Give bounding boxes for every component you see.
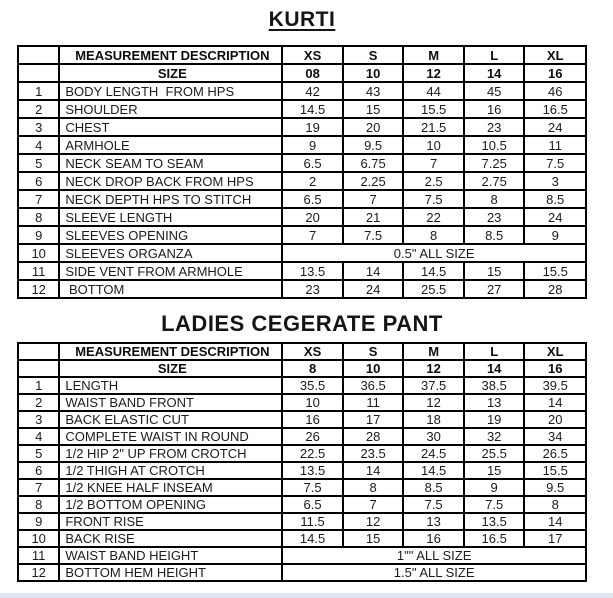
value-cell: 6.5	[282, 154, 343, 172]
size-header-l: L	[464, 343, 525, 360]
value-cell: 13.5	[282, 462, 343, 479]
value-cell: 7	[282, 226, 343, 244]
measurement-label: WAIST BAND HEIGHT	[59, 547, 282, 564]
row-number: 7	[18, 479, 59, 496]
value-cell: 9.5	[343, 136, 404, 154]
value-cell: 23	[464, 208, 525, 226]
row-number: 7	[18, 190, 59, 208]
value-cell: 23.5	[343, 445, 404, 462]
value-cell: 2	[282, 172, 343, 190]
measurement-label: 1/2 BOTTOM OPENING	[59, 496, 282, 513]
value-cell: 16.5	[524, 100, 586, 118]
table-row	[18, 172, 586, 190]
table-row	[18, 530, 586, 547]
size-header-xl: XL	[524, 343, 586, 360]
row-number: 6	[18, 172, 59, 190]
value-cell: 43	[343, 82, 404, 100]
value-cell: 32	[464, 428, 525, 445]
size-number: 16	[524, 64, 586, 82]
row-number: 9	[18, 513, 59, 530]
kurti-table	[17, 45, 587, 299]
table-row	[18, 118, 586, 136]
row-number: 5	[18, 154, 59, 172]
value-cell: 11	[524, 136, 586, 154]
value-cell: 2.5	[403, 172, 464, 190]
row-number: 8	[18, 496, 59, 513]
measurement-label: SLEEVE LENGTH	[59, 208, 282, 226]
value-cell: 6.75	[343, 154, 404, 172]
table-row	[18, 244, 586, 262]
value-cell: 37.5	[403, 377, 464, 394]
measurement-label: NECK DROP BACK FROM HPS	[59, 172, 282, 190]
value-cell: 46	[524, 82, 586, 100]
table-row	[18, 513, 586, 530]
value-cell: 7	[343, 190, 404, 208]
size-row	[18, 360, 586, 377]
value-cell: 25.5	[464, 445, 525, 462]
value-cell: 14.5	[403, 262, 464, 280]
table-row	[18, 445, 586, 462]
measurement-label: SIDE VENT FROM ARMHOLE	[59, 262, 282, 280]
value-cell: 36.5	[343, 377, 404, 394]
measurement-label: 1/2 THIGH AT CROTCH	[59, 462, 282, 479]
table-row	[18, 100, 586, 118]
value-cell: 14.5	[282, 100, 343, 118]
size-label: SIZE	[59, 360, 282, 377]
value-cell: 24	[524, 208, 586, 226]
row-number: 10	[18, 530, 59, 547]
value-cell: 16	[282, 411, 343, 428]
row-number: 2	[18, 394, 59, 411]
value-cell: 45	[464, 82, 525, 100]
value-cell: 2.75	[464, 172, 525, 190]
value-cell: 14	[524, 394, 586, 411]
value-cell: 15.5	[403, 100, 464, 118]
value-cell: 18	[403, 411, 464, 428]
table-row	[18, 564, 586, 581]
measurement-label: BOTTOM HEM HEIGHT	[59, 564, 282, 581]
value-cell: 8	[464, 190, 525, 208]
value-cell: 10	[403, 136, 464, 154]
all-size-merged-cell: 1.5" ALL SIZE	[282, 564, 586, 581]
measurement-description-header: MEASUREMENT DESCRIPTION	[59, 46, 282, 64]
value-cell: 7.5	[524, 154, 586, 172]
table-row	[18, 462, 586, 479]
value-cell: 9	[282, 136, 343, 154]
measurement-label: BOTTOM	[59, 280, 282, 298]
row-number: 1	[18, 377, 59, 394]
all-size-merged-cell: 0.5" ALL SIZE	[282, 244, 586, 262]
value-cell: 16.5	[464, 530, 525, 547]
value-cell: 3	[524, 172, 586, 190]
value-cell: 9.5	[524, 479, 586, 496]
table-row	[18, 82, 586, 100]
table-row	[18, 154, 586, 172]
measurement-label: NECK DEPTH HPS TO STITCH	[59, 190, 282, 208]
size-header-xl: XL	[524, 46, 586, 64]
value-cell: 19	[464, 411, 525, 428]
row-number: 1	[18, 82, 59, 100]
value-cell: 7.5	[403, 496, 464, 513]
measurement-description-header: MEASUREMENT DESCRIPTION	[59, 343, 282, 360]
value-cell: 8.5	[464, 226, 525, 244]
value-cell: 7	[343, 496, 404, 513]
row-number: 9	[18, 226, 59, 244]
table-row	[18, 428, 586, 445]
value-cell: 15.5	[524, 462, 586, 479]
size-header-xs: XS	[282, 343, 343, 360]
measurement-label: BACK RISE	[59, 530, 282, 547]
row-number: 11	[18, 547, 59, 564]
value-cell: 9	[464, 479, 525, 496]
value-cell: 30	[403, 428, 464, 445]
measurement-label: LENGTH	[59, 377, 282, 394]
row-number: 3	[18, 118, 59, 136]
measurement-label: SLEEVES ORGANZA	[59, 244, 282, 262]
value-cell: 39.5	[524, 377, 586, 394]
size-header-l: L	[464, 46, 525, 64]
value-cell: 14	[343, 262, 404, 280]
size-number: 10	[343, 360, 404, 377]
value-cell: 15.5	[524, 262, 586, 280]
all-size-merged-cell: 1"" ALL SIZE	[282, 547, 586, 564]
value-cell: 12	[403, 394, 464, 411]
row-number: 8	[18, 208, 59, 226]
measurement-label: 1/2 HIP 2" UP FROM CROTCH	[59, 445, 282, 462]
measurement-label: COMPLETE WAIST IN ROUND	[59, 428, 282, 445]
value-cell: 27	[464, 280, 525, 298]
value-cell: 7.5	[403, 190, 464, 208]
value-cell: 15	[343, 100, 404, 118]
value-cell: 24.5	[403, 445, 464, 462]
size-number: 08	[282, 64, 343, 82]
value-cell: 8	[343, 479, 404, 496]
table-row	[18, 411, 586, 428]
header-row	[18, 343, 586, 360]
value-cell: 15	[464, 262, 525, 280]
row-number: 4	[18, 428, 59, 445]
value-cell: 34	[524, 428, 586, 445]
value-cell: 11	[343, 394, 404, 411]
value-cell: 19	[282, 118, 343, 136]
size-number: 16	[524, 360, 586, 377]
size-number: 8	[282, 360, 343, 377]
row-number: 12	[18, 564, 59, 581]
value-cell: 14	[524, 513, 586, 530]
value-cell: 42	[282, 82, 343, 100]
value-cell: 26	[282, 428, 343, 445]
value-cell: 14.5	[403, 462, 464, 479]
size-number: 12	[403, 64, 464, 82]
size-header-m: M	[403, 46, 464, 64]
value-cell: 13.5	[464, 513, 525, 530]
header-row	[18, 46, 586, 64]
value-cell: 8	[524, 496, 586, 513]
table-row	[18, 547, 586, 564]
value-cell: 8.5	[524, 190, 586, 208]
empty-corner-cell	[18, 343, 59, 360]
value-cell: 16	[403, 530, 464, 547]
value-cell: 24	[343, 280, 404, 298]
table-row	[18, 394, 586, 411]
value-cell: 17	[343, 411, 404, 428]
measurement-label: FRONT RISE	[59, 513, 282, 530]
table-row	[18, 262, 586, 280]
value-cell: 28	[524, 280, 586, 298]
size-row	[18, 64, 586, 82]
value-cell: 8.5	[403, 479, 464, 496]
measurement-label: 1/2 KNEE HALF INSEAM	[59, 479, 282, 496]
value-cell: 26.5	[524, 445, 586, 462]
value-cell: 38.5	[464, 377, 525, 394]
size-number: 12	[403, 360, 464, 377]
value-cell: 20	[524, 411, 586, 428]
table-row	[18, 136, 586, 154]
value-cell: 22	[403, 208, 464, 226]
value-cell: 20	[282, 208, 343, 226]
size-header-s: S	[343, 46, 404, 64]
value-cell: 44	[403, 82, 464, 100]
row-number: 12	[18, 280, 59, 298]
value-cell: 15	[464, 462, 525, 479]
empty-corner-cell	[18, 64, 59, 82]
value-cell: 14.5	[282, 530, 343, 547]
value-cell: 10	[282, 394, 343, 411]
row-number: 4	[18, 136, 59, 154]
empty-corner-cell	[18, 360, 59, 377]
value-cell: 20	[343, 118, 404, 136]
value-cell: 2.25	[343, 172, 404, 190]
table-row	[18, 479, 586, 496]
table-row	[18, 190, 586, 208]
table-row	[18, 496, 586, 513]
value-cell: 23	[464, 118, 525, 136]
size-number: 10	[343, 64, 404, 82]
scan-edge-artifact	[0, 593, 613, 598]
value-cell: 7.5	[282, 479, 343, 496]
value-cell: 11.5	[282, 513, 343, 530]
value-cell: 7	[403, 154, 464, 172]
row-number: 5	[18, 445, 59, 462]
value-cell: 9	[524, 226, 586, 244]
row-number: 2	[18, 100, 59, 118]
value-cell: 24	[524, 118, 586, 136]
size-label: SIZE	[59, 64, 282, 82]
value-cell: 13	[464, 394, 525, 411]
value-cell: 14	[343, 462, 404, 479]
measurement-label: WAIST BAND FRONT	[59, 394, 282, 411]
size-header-s: S	[343, 343, 404, 360]
value-cell: 8	[403, 226, 464, 244]
value-cell: 21	[343, 208, 404, 226]
value-cell: 10.5	[464, 136, 525, 154]
size-header-xs: XS	[282, 46, 343, 64]
value-cell: 35.5	[282, 377, 343, 394]
measurement-label: CHEST	[59, 118, 282, 136]
value-cell: 17	[524, 530, 586, 547]
value-cell: 25.5	[403, 280, 464, 298]
measurement-label: BODY LENGTH FROM HPS	[59, 82, 282, 100]
value-cell: 13	[403, 513, 464, 530]
ladies-cegerate-pant-table	[17, 342, 587, 582]
value-cell: 28	[343, 428, 404, 445]
table-row	[18, 280, 586, 298]
measurement-label: ARMHOLE	[59, 136, 282, 154]
value-cell: 21.5	[403, 118, 464, 136]
value-cell: 12	[343, 513, 404, 530]
measurement-label: SLEEVES OPENING	[59, 226, 282, 244]
empty-corner-cell	[18, 46, 59, 64]
size-number: 14	[464, 64, 525, 82]
value-cell: 7.5	[343, 226, 404, 244]
measurement-label: NECK SEAM TO SEAM	[59, 154, 282, 172]
value-cell: 23	[282, 280, 343, 298]
row-number: 3	[18, 411, 59, 428]
value-cell: 7.5	[464, 496, 525, 513]
measurement-label: SHOULDER	[59, 100, 282, 118]
size-header-m: M	[403, 343, 464, 360]
value-cell: 6.5	[282, 190, 343, 208]
value-cell: 13.5	[282, 262, 343, 280]
row-number: 11	[18, 262, 59, 280]
ladies-cegerate-pant-title: LADIES CEGERATE PANT	[161, 311, 443, 336]
value-cell: 22.5	[282, 445, 343, 462]
row-number: 6	[18, 462, 59, 479]
table-row	[18, 208, 586, 226]
row-number: 10	[18, 244, 59, 262]
measurement-label: BACK ELASTIC CUT	[59, 411, 282, 428]
kurti-title: KURTI	[268, 8, 336, 31]
value-cell: 16	[464, 100, 525, 118]
value-cell: 15	[343, 530, 404, 547]
table-row	[18, 226, 586, 244]
value-cell: 6.5	[282, 496, 343, 513]
value-cell: 7.25	[464, 154, 525, 172]
size-number: 14	[464, 360, 525, 377]
table-row	[18, 377, 586, 394]
